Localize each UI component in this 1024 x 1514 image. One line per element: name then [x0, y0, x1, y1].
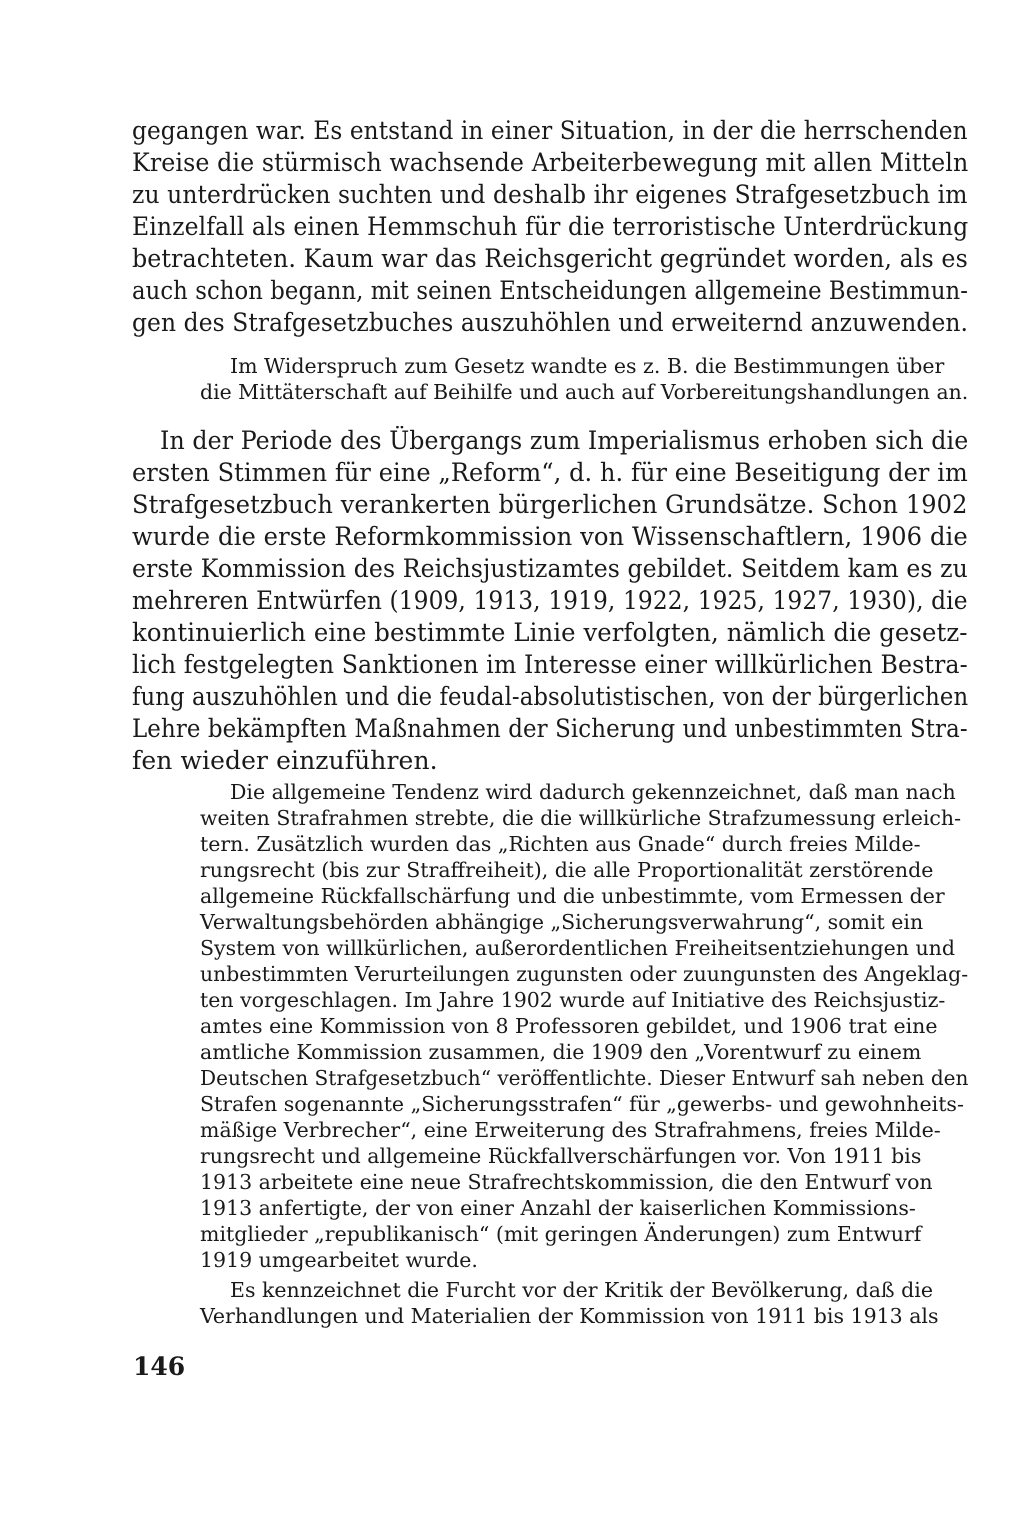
text-line: 1913 arbeitete eine neue Strafrechtskommission, die den Entwurf von	[200, 1170, 933, 1194]
text-line: Deutschen Strafgesetzbuch“ veröffentlichte. Dieser Entwurf sah neben den	[200, 1066, 969, 1090]
text-line: Lehre bekämpften Maßnahmen der Sicherung und unbestimmten Stra-	[132, 714, 968, 743]
text-line: Verwaltungsbehörden abhängige „Sicherungsverwahrung“, somit ein	[200, 910, 924, 934]
text-line: fung auszuhöhlen und die feudal-absolutistischen, von der bürgerlichen	[132, 682, 969, 711]
text-line: ersten Stimmen für eine „Reform“, d. h. für eine Beseitigung der im	[132, 458, 968, 487]
text-line: 1919 umgearbeitet wurde.	[200, 1248, 478, 1272]
text-line: unbestimmten Verurteilungen zugunsten oder zuungunsten des Angeklag-	[200, 962, 969, 986]
text-line: fen wieder einzuführen.	[132, 746, 438, 775]
text-line: wurde die erste Reformkommission von Wissenschaftlern, 1906 die	[132, 522, 968, 551]
text-line: gegangen war. Es entstand in einer Situation, in der die herrschenden	[132, 116, 968, 145]
text-line: betrachteten. Kaum war das Reichsgericht gegründet worden, als es	[132, 244, 968, 273]
text-line: Strafgesetzbuch verankerten bürgerlichen Grundsätze. Schon 1902	[132, 490, 968, 519]
text-line: die Mittäterschaft auf Beihilfe und auch auf Vorbereitungshandlungen an.	[200, 380, 969, 404]
text-line: In der Periode des Übergangs zum Imperialismus erhoben sich die	[160, 426, 969, 455]
text-line: mitglieder „republikanisch“ (mit geringen Änderungen) zum Entwurf	[200, 1222, 922, 1246]
text-line: Kreise die stürmisch wachsende Arbeiterbewegung mit allen Mitteln	[132, 148, 969, 177]
text-line: lich festgelegten Sanktionen im Interesse einer willkürlichen Bestra-	[132, 650, 968, 679]
text-line: Strafen sogenannte „Sicherungsstrafen“ für „gewerbs- und gewohnheits-	[200, 1092, 964, 1116]
text-line: allgemeine Rückfallschärfung und die unbestimmte, vom Ermessen der	[200, 884, 945, 908]
text-line: Verhandlungen und Materialien der Kommission von 1911 bis 1913 als	[200, 1304, 939, 1328]
text-line: tern. Zusätzlich wurden das „Richten aus Gnade“ durch freies Milde-	[200, 832, 921, 856]
text-line: ten vorgeschlagen. Im Jahre 1902 wurde auf Initiative des Reichsjustiz-	[200, 988, 946, 1012]
page-number: 146	[133, 1352, 186, 1381]
text-line: zu unterdrücken suchten und deshalb ihr eigenes Strafgesetzbuch im	[132, 180, 968, 209]
text-line: rungsrecht und allgemeine Rückfallverschärfungen vor. Von 1911 bis	[200, 1144, 922, 1168]
text-line: rungsrecht (bis zur Straffreiheit), die alle Proportionalität zerstörende	[200, 858, 934, 882]
text-line: Es kennzeichnet die Furcht vor der Kritik der Bevölkerung, daß die	[230, 1278, 933, 1302]
text-line: kontinuierlich eine bestimmte Linie verfolgten, nämlich die gesetz-	[132, 618, 968, 647]
text-line: auch schon begann, mit seinen Entscheidungen allgemeine Bestimmun-	[132, 276, 969, 305]
text-line: amtes eine Kommission von 8 Professoren gebildet, und 1906 trat eine	[200, 1014, 938, 1038]
text-line: 1913 anfertigte, der von einer Anzahl der kaiserlichen Kommissions-	[200, 1196, 916, 1220]
text-line: mehreren Entwürfen (1909, 1913, 1919, 1922, 1925, 1927, 1930), die	[132, 586, 968, 615]
text-line: Die allgemeine Tendenz wird dadurch gekennzeichnet, daß man nach	[230, 780, 956, 804]
text-line: weiten Strafrahmen strebte, die die willkürliche Strafzumessung erleich-	[200, 806, 962, 830]
text-line: Einzelfall als einen Hemmschuh für die terroristische Unterdrückung	[132, 212, 969, 241]
text-line: System von willkürlichen, außerordentlichen Freiheitsentziehungen und	[200, 936, 955, 960]
text-line: gen des Strafgesetzbuches auszuhöhlen und erweiternd anzuwenden.	[132, 308, 969, 337]
text-line: mäßige Verbrecher“, eine Erweiterung des Strafrahmens, freies Milde-	[200, 1118, 941, 1142]
text-line: amtliche Kommission zusammen, die 1909 den „Vorentwurf zu einem	[200, 1040, 922, 1064]
text-line: Im Widerspruch zum Gesetz wandte es z. B. die Bestimmungen über	[230, 354, 945, 378]
text-line: erste Kommission des Reichsjustizamtes gebildet. Seitdem kam es zu	[132, 554, 968, 583]
